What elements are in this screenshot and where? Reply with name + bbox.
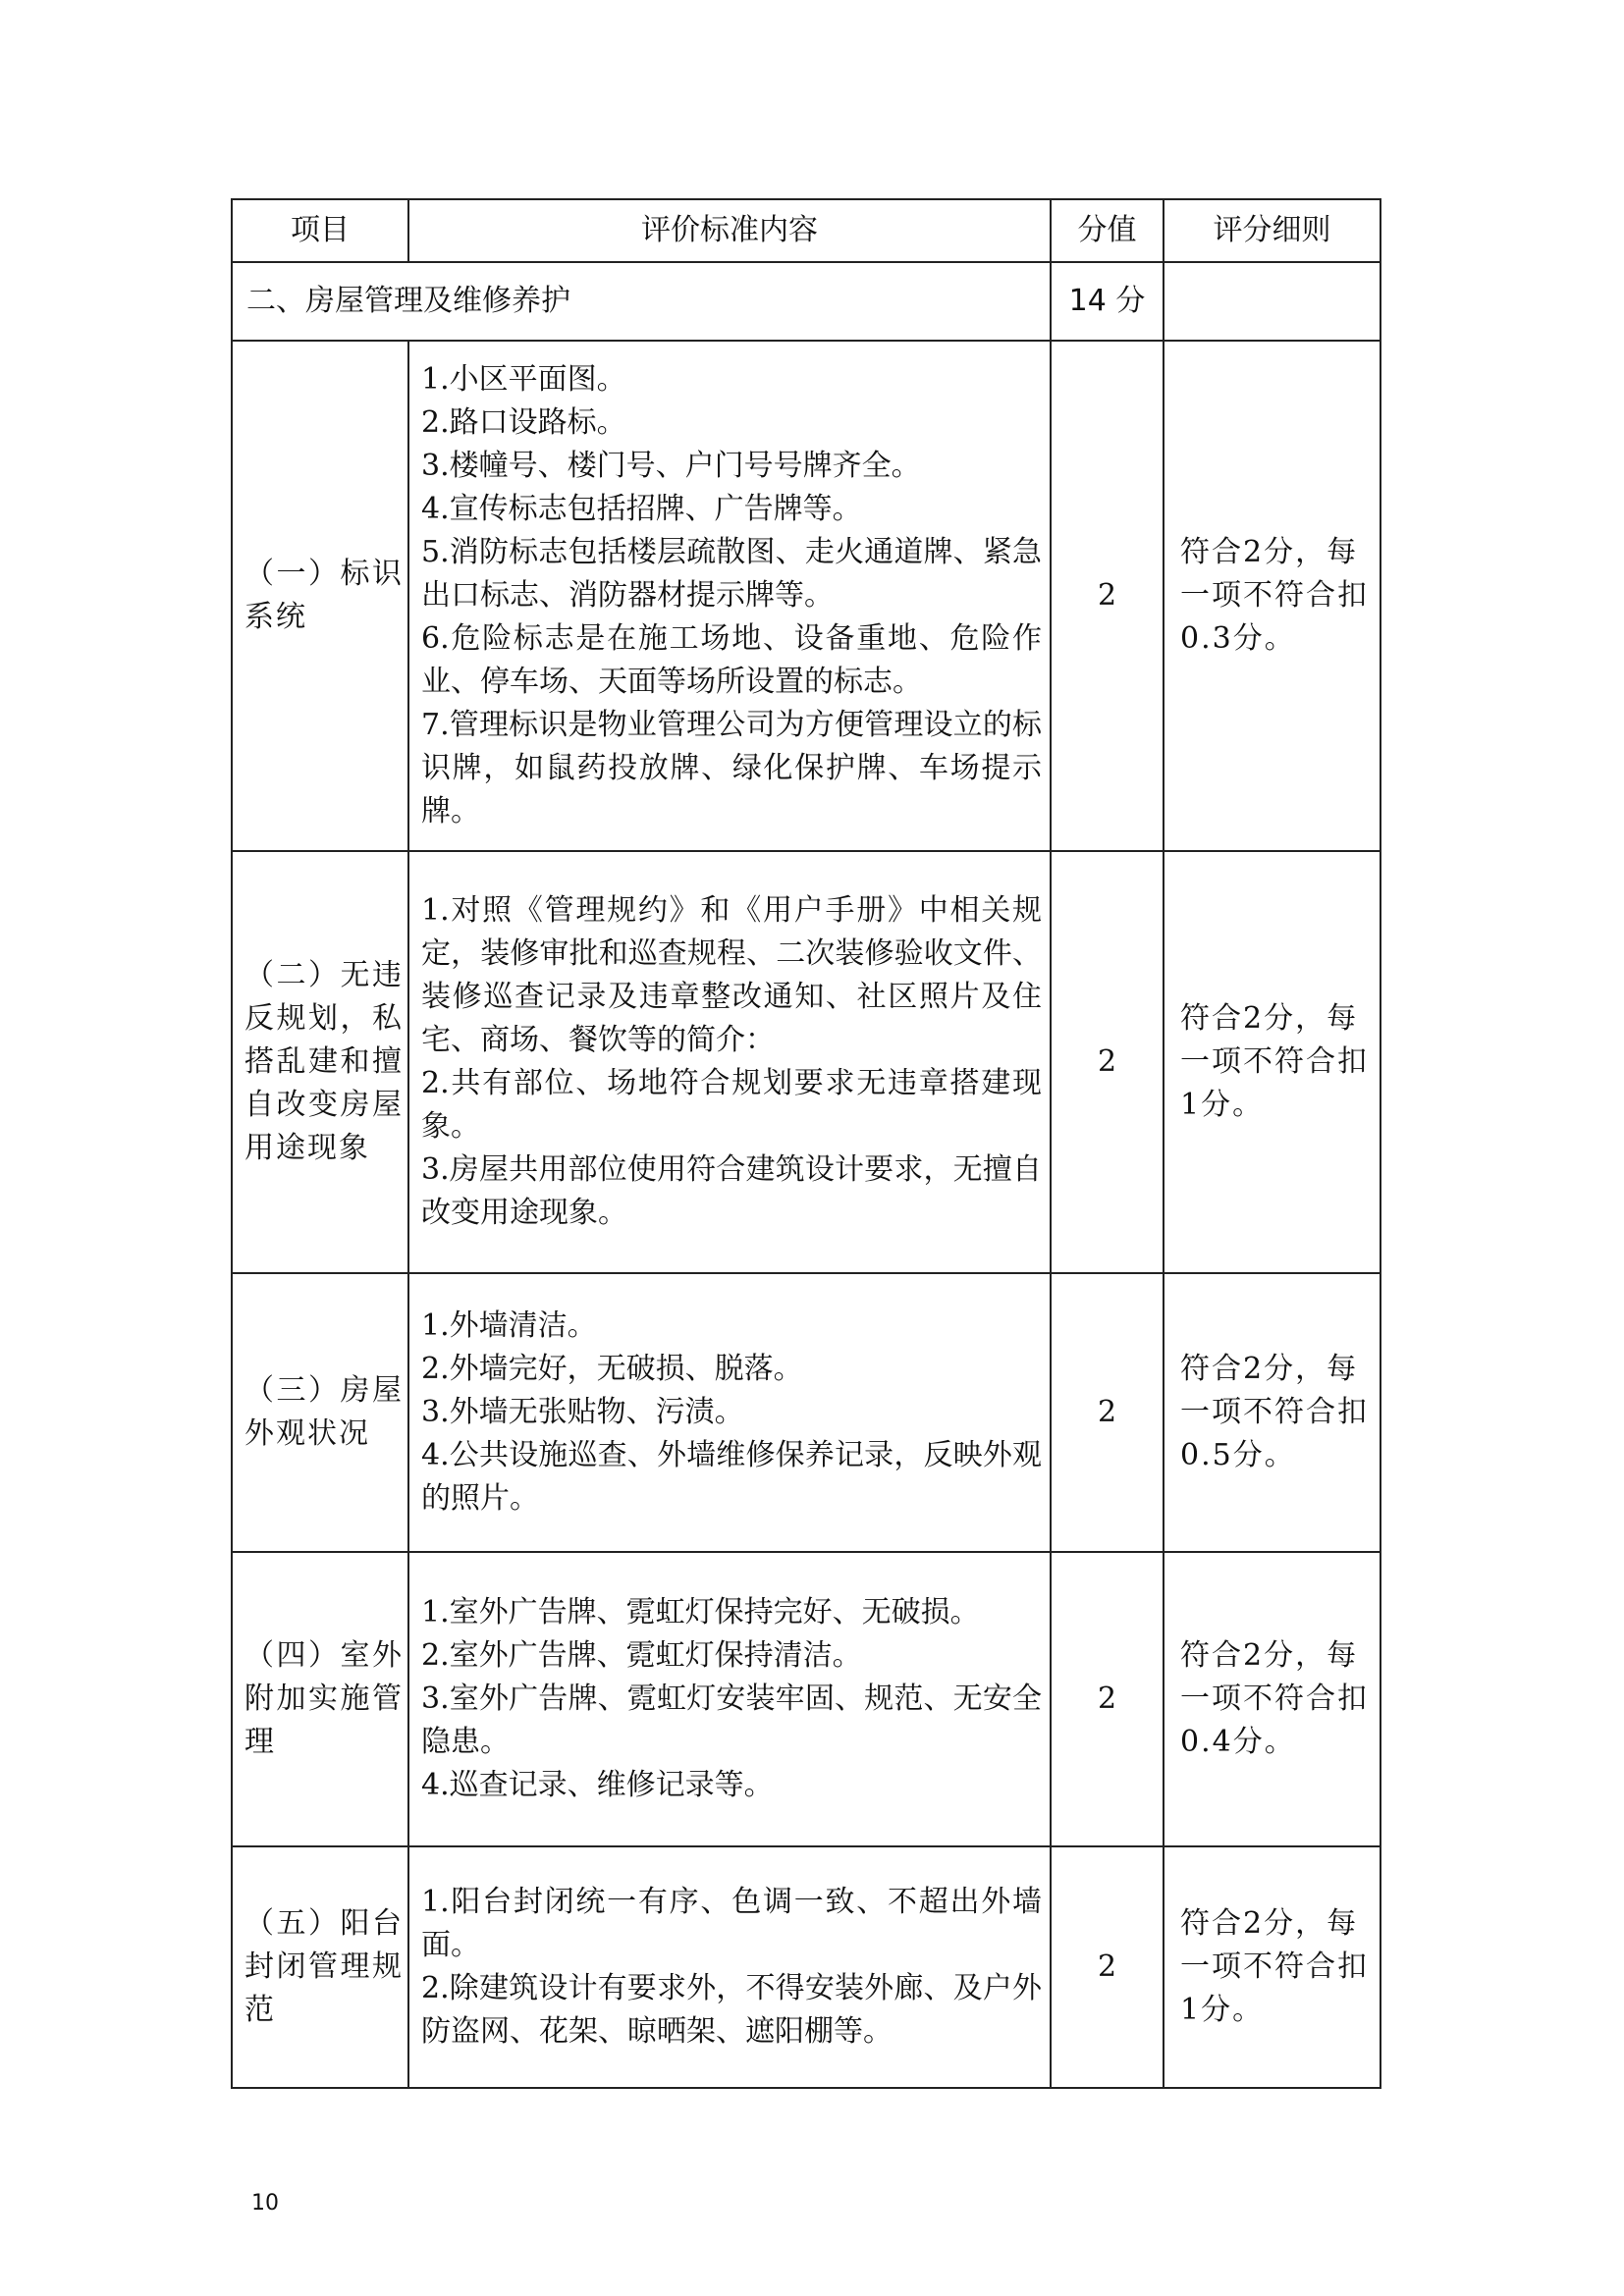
header-item: 项目 <box>232 199 408 262</box>
table-row <box>232 1273 1380 1552</box>
table-row <box>232 1552 1380 1846</box>
row-item: （五）阳台封闭管理规范 <box>232 1846 408 2088</box>
content-line: 2.路口设路标。 <box>421 405 626 440</box>
content-line: 3.室外广告牌、霓虹灯安装牢固、规范、无安全隐患。 <box>421 1682 1042 1759</box>
row-rule: 符合2分，每一项不符合扣0.4分。 <box>1164 1552 1380 1846</box>
row-rule: 符合2分，每一项不符合扣1分。 <box>1164 851 1380 1273</box>
row-content <box>408 341 1051 851</box>
section-score: 14 分 <box>1051 262 1164 341</box>
table-row <box>232 1846 1380 2088</box>
row-content <box>408 851 1051 1273</box>
content-line: 2.外墙完好，无破损、脱落。 <box>421 1352 803 1386</box>
row-score: 2 <box>1051 1273 1164 1552</box>
page-number: 10 <box>251 2191 279 2216</box>
content-line: 3.外墙无张贴物、污渍。 <box>421 1395 744 1429</box>
section-title: 二、房屋管理及维修养护 <box>232 262 1051 341</box>
row-rule: 符合2分，每一项不符合扣0.5分。 <box>1164 1273 1380 1552</box>
content-line: 2.除建筑设计有要求外，不得安装外廊、及户外防盗网、花架、晾晒架、遮阳棚等。 <box>421 1971 1042 2049</box>
content-line: 4.巡查记录、维修记录等。 <box>421 1768 774 1802</box>
header-content: 评价标准内容 <box>408 199 1051 262</box>
header-score: 分值 <box>1051 199 1164 262</box>
row-item: （一）标识系统 <box>232 341 408 851</box>
content-line: 1.室外广告牌、霓虹灯保持完好、无破损。 <box>421 1595 980 1629</box>
content-line: 4.公共设施巡查、外墙维修保养记录，反映外观的照片。 <box>421 1438 1042 1516</box>
row-score: 2 <box>1051 1552 1164 1846</box>
row-score: 2 <box>1051 341 1164 851</box>
content-line: 2.室外广告牌、霓虹灯保持清洁。 <box>421 1638 862 1673</box>
row-score: 2 <box>1051 851 1164 1273</box>
content-line: 1.阳台封闭统一有序、色调一致、不超出外墙面。 <box>421 1885 1042 1962</box>
content-line: 4.宣传标志包括招牌、广告牌等。 <box>421 492 862 526</box>
row-rule: 符合2分，每一项不符合扣1分。 <box>1164 1846 1380 2088</box>
row-content <box>408 1552 1051 1846</box>
content-line: 1.小区平面图。 <box>421 362 626 397</box>
section-row <box>232 262 1380 341</box>
content-line: 2.共有部位、场地符合规划要求无违章搭建现象。 <box>421 1066 1042 1144</box>
table-row <box>232 341 1380 851</box>
content-line: 1.对照《管理规约》和《用户手册》中相关规定，装修审批和巡查规程、二次装修验收文件、装修巡查记录及违章整改通知、社区照片及住宅、商场、餐饮等的简介： <box>421 893 1042 1057</box>
evaluation-table <box>231 198 1381 2089</box>
row-content <box>408 1846 1051 2088</box>
table-row <box>232 851 1380 1273</box>
row-score: 2 <box>1051 1846 1164 2088</box>
row-item: （二）无违反规划，私搭乱建和擅自改变房屋用途现象 <box>232 851 408 1273</box>
content-line: 7.管理标识是物业管理公司为方便管理设立的标识牌，如鼠药投放牌、绿化保护牌、车场提示牌。 <box>421 708 1042 828</box>
row-rule: 符合2分，每一项不符合扣0.3分。 <box>1164 341 1380 851</box>
row-content <box>408 1273 1051 1552</box>
row-item: （四）室外附加实施管理 <box>232 1552 408 1846</box>
content-line: 3.房屋共用部位使用符合建筑设计要求，无擅自改变用途现象。 <box>421 1152 1042 1230</box>
section-rule-empty <box>1164 262 1380 341</box>
content-line: 1.外墙清洁。 <box>421 1308 597 1343</box>
header-rule: 评分细则 <box>1164 199 1380 262</box>
content-line: 6.危险标志是在施工场地、设备重地、危险作业、停车场、天面等场所设置的标志。 <box>421 621 1042 699</box>
content-line: 5.消防标志包括楼层疏散图、走火通道牌、紧急出口标志、消防器材提示牌等。 <box>421 535 1042 613</box>
row-item: （三）房屋外观状况 <box>232 1273 408 1552</box>
content-line: 3.楼幢号、楼门号、户门号号牌齐全。 <box>421 449 921 483</box>
header-row <box>232 199 1380 262</box>
